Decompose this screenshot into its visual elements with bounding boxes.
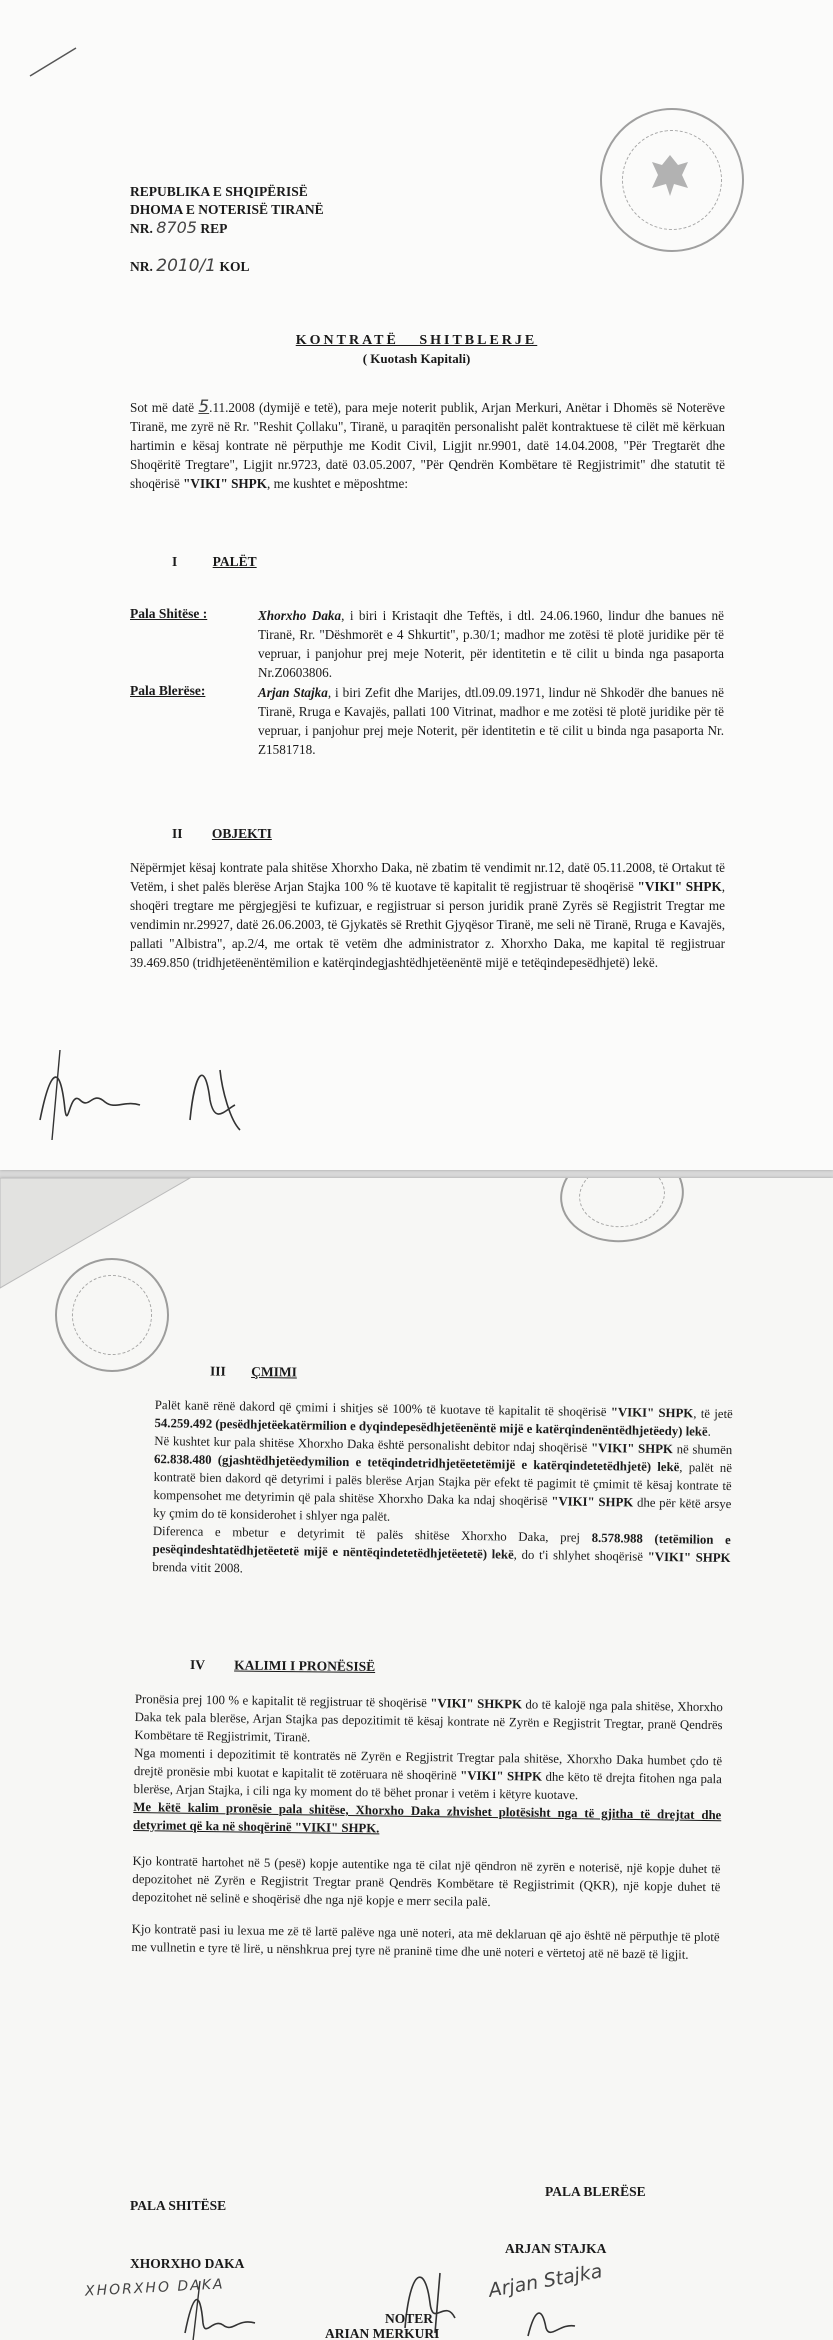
section-4-heading: [190, 1657, 375, 1675]
rep-number: 8705: [156, 218, 197, 237]
section-3-title: ÇMIMI: [251, 1363, 297, 1380]
kol-number: 2010/1: [156, 256, 217, 276]
section-2-number: II: [172, 826, 183, 841]
transfer-text-2a: Nga momenti i depozitimit të kontratës në Zyrën e Regjistrit Tregtar pala shitëse, Xhorxho Daka humbet çdo të drejtë pronësie mbi kuotat e kapitalit të zotëruara në shoqërinë: [133, 1745, 723, 1783]
price-paragraph: [152, 1396, 733, 1585]
price-text-2b: në shumën: [672, 1442, 733, 1458]
pen-mark: [28, 40, 88, 80]
transfer-text-1a: Pronësia prej 100 % e kapitalit të regjistruar të shoqërisë: [134, 1691, 431, 1711]
price-amount-1: 54.259.492 (pesëdhjetëekatërmilion e dyqindepesëdhjetëenëntë mijë e katërqindenëntëdhjetëedy) lekë: [154, 1415, 708, 1439]
document-header: [130, 183, 324, 238]
transfer-paragraph: [131, 1690, 723, 1964]
buyer-signature-name: ARJAN STAJKA: [505, 2241, 607, 2256]
header-chamber: DHOMA E NOTERISË TIRANË: [130, 202, 324, 217]
section-1-heading: [172, 554, 257, 570]
seller-name: Xhorxho Daka: [258, 608, 342, 623]
section-4-number: IV: [189, 1657, 205, 1673]
price-company-1: "VIKI" SHPK: [610, 1405, 694, 1421]
intro-text-1: Sot më datë: [130, 400, 199, 415]
header-rep: [130, 219, 324, 238]
price-text-1c: .: [707, 1424, 711, 1439]
rep-prefix: NR.: [130, 221, 153, 236]
header-kol: [130, 256, 249, 276]
buyer-text: , i biri Zefit dhe Marijes, dtl.09.09.1971, lindur në Shkodër dhe banues në Tiranë, Rruga e Kavajës, pallati 100 Vitrinat, madhor e me zotësi të plotë juridike për të vepruar, i panjohur prej meje Noterit, për identitetin e të cilit u binda nga pasaporta Nr. Z1581718.: [258, 685, 724, 757]
buyer-signature-label: PALA BLERËSE: [545, 2184, 646, 2199]
price-text-2d: dhe për këtë arsye ky çmim do të konsiderohet i shlyer nga palët.: [153, 1495, 732, 1524]
document-page-2: [0, 1178, 833, 2340]
seller-label: Pala Shitëse :: [130, 606, 208, 621]
price-amount-3: 8.578.988 (tetëmilion e pesëqindeshtatëdhjetëetetë mijë e nëntëqindetetëdhjetëetetë) lekë: [152, 1530, 731, 1562]
seller-signature-name: XHORXHO DAKA: [130, 2256, 245, 2271]
section-3-heading: [210, 1364, 297, 1381]
seller-signature-label: PALA SHITËSE: [130, 2198, 227, 2213]
price-text-3a: Diferenca e mbetur e detyrimit të palës shitëse Xhorxho Daka, prej: [152, 1523, 592, 1545]
intro-paragraph: [130, 398, 725, 493]
seller-signature-page-1: [30, 1030, 150, 1150]
price-text-2a: Në kushtet kur pala shitëse Xhorxho Daka është personalisht debitor ndaj shoqërisë: [154, 1433, 592, 1455]
transfer-company-2: "VIKI" SHPK: [460, 1768, 543, 1784]
buyer-signature-page-1: [180, 1050, 260, 1140]
buyer-handwritten-name: Arjan Stajka: [486, 2260, 604, 2302]
reading-paragraph: Kjo kontratë pasi iu lexua me zë të lartë palëve nga unë noteri, ata më deklaruan që ajo është në përputhje të plotë me vullnetin e tyre të lirë, u nënshkrua prej tyre në praninë time dhe unë noteri e vërtetoj atë në bazë të ligjit.: [131, 1921, 720, 1962]
seller-description: [258, 606, 724, 682]
buyer-name: Arjan Stajka: [258, 685, 328, 700]
notary-stamp-page-2-right: [555, 1178, 688, 1248]
transfer-company-1: "VIKI" SHKPK: [430, 1696, 523, 1712]
buyer-description: [258, 683, 724, 759]
seller-text: , i biri i Kristaqit dhe Teftës, i dtl. 24.06.1960, lindur dhe banues në Tiranë, Rr. "Dëshmorët e 4 Shkurtit", p.30/1; madhor me zotësi të plotë juridike për të vepruar, i panjohur prej meje Noterit, për identitetin e të cilit u binda nga pasaporta Nr.Z0603806.: [258, 608, 724, 680]
intro-company: "VIKI" SHPK: [183, 476, 267, 491]
price-text-1a: Palët kanë rënë dakord që çmimi i shitjes së 100% të kuotave të kapitalit të shoqërisë: [154, 1397, 611, 1420]
transfer-text-3: Me këtë kalim pronësie pala shitëse, Xhorxho Daka zhvishet plotësisht nga të gjitha të drejtat dhe detyrimet që ka në shoqërinë "VIKI" SHPK.: [133, 1799, 722, 1836]
seller-handwritten-name: XHORXHO DAKA: [84, 2276, 225, 2300]
section-1-number: I: [172, 554, 178, 569]
rep-suffix: REP: [200, 221, 228, 236]
object-company: "VIKI" SHPK: [637, 879, 722, 894]
price-amount-2: 62.838.480 (gjashtëdhjetëedymilion e tetëqindetridhjetëetetëmijë e katërqindetetëdhjetë) lekë: [153, 1451, 680, 1475]
object-text-1: Nëpërmjet kësaj kontrate pala shitëse Xhorxho Daka, në zbatim të vendimit nr.12, datë 05.11.2008, të Ortakut të Vetëm, i shet palës blerëse Arjan Stajka 100 % të kuotave të kapitalit të regjistruar të shoqërisë: [130, 860, 725, 894]
transfer-text-2b: dhe këto të drejta fitohen nga pala blerëse, Arjan Stajka, i cili nga ky moment do të bëhet pronar i vetëm i këtyre kuotave.: [133, 1769, 722, 1803]
section-4-title: KALIMI I PRONËSISË: [234, 1657, 376, 1674]
intro-text-2: .11.2008 (dymijë e tetë), para meje noterit publik, Arjan Merkuri, Anëtar i Dhomës së Noterëve Tiranë, me zyrë në Rr. "Reshit Çollaku", Tiranë, u paraqitën personalisht palët kontraktuese të cilët më kërkuan hartimin e kësaj kontrate në përputhje me Kodit Civil, Ligjit nr.9901, datë 14.04.2008, "Për Tregtarët dhe Shoqëritë Tregtare", Ligjit nr.9723, datë 03.05.2007, "Për Qendrën Kombëtare të Regjistrimit" dhe statutit të shoqërisë: [130, 400, 725, 491]
price-text-2c: , palët në kontratë bien dakord që detyrimi i palës blerëse Arjan Stajka për efekt të pagimit të çmimit të kësaj kontrate të kompensohet me detyrimin që pala shitëse Xhorxho Daka ka ndaj shoqërisë: [153, 1460, 733, 1509]
seller-signature-page-2: [175, 2273, 275, 2340]
contract-subtitle: ( Kuotash Kapitali): [362, 351, 471, 366]
header-republic: REPUBLIKA E SHQIPËRISË: [130, 184, 308, 199]
price-text-3c: brenda vitit 2008.: [152, 1559, 244, 1576]
section-3-number: III: [209, 1363, 226, 1379]
price-company-2: "VIKI" SHPK: [590, 1440, 674, 1457]
intro-day: 5: [198, 397, 210, 417]
intro-text-3: , me kushtet e mëposhtme:: [267, 476, 409, 491]
buyer-label: Pala Blerëse:: [130, 683, 206, 698]
price-text-3b: , do t'i shlyhet shoqërisë: [513, 1547, 648, 1564]
section-2-title: OBJEKTI: [211, 826, 272, 841]
kol-suffix: KOL: [219, 259, 250, 274]
object-paragraph: [130, 858, 725, 972]
price-text-1b: , të jetë: [693, 1406, 733, 1422]
buyer-signature-page-2: [520, 2298, 590, 2340]
kol-prefix: NR.: [130, 259, 153, 274]
price-company-3: "VIKI" SHPK: [551, 1494, 634, 1510]
contract-title: KONTRATË SHITBLERJE: [295, 333, 538, 348]
object-text-2: , shoqëri tregtare me përgjegjësi te kufizuar, e regjistruar si person juridik pranë Zyrës së Regjistrit Tregtar me vendimin nr.29927, datë 26.06.2003, të Gjykatës së Rrethit Gjyqësor Tiranë, me seli në Tiranë, Rruga e Kavajës, pallati "Albistra", ap.2/4, me ortak të vetëm dhe administrator z. Xhorxho Daka, me kapital të regjistruar 39.469.850 (tridhjetëenëntëmilion e katërqindegjashtëdhjetëenëntë mijë e tetëqindepesëdhjetë) lekë.: [130, 879, 726, 970]
section-1-title: PALËT: [212, 554, 257, 569]
notary-label: NOTER: [385, 2311, 434, 2326]
notary-name: ARIAN MERKURI: [325, 2326, 440, 2340]
transfer-text-1b: do të kalojë nga pala shitëse, Xhorxho Daka tek pala blerëse, Arjan Stajka pas depozitimit të kësaj kontrate në Zyrën e Regjistrit Tregtar, pranë Qendrës Kombëtare të Regjistrimit, Tiranë.: [134, 1697, 723, 1745]
section-2-heading: [172, 826, 272, 842]
copies-paragraph: Kjo kontratë hartohet në 5 (pesë) kopje autentike nga të cilat një qëndron në zyrën e noterisë, një kopje duhet të depozitohet në Zyrën e Regjistrit Tregtar pranë Qendrës Kombëtare të Regjistrimit (QKR), një kopje duhet të depozitohet në selinë e shoqërisë dhe nga një kopje e merr secila palë.: [132, 1853, 721, 1909]
eagle-emblem-icon: [650, 150, 690, 200]
price-company-4: "VIKI" SHPK: [647, 1549, 731, 1566]
